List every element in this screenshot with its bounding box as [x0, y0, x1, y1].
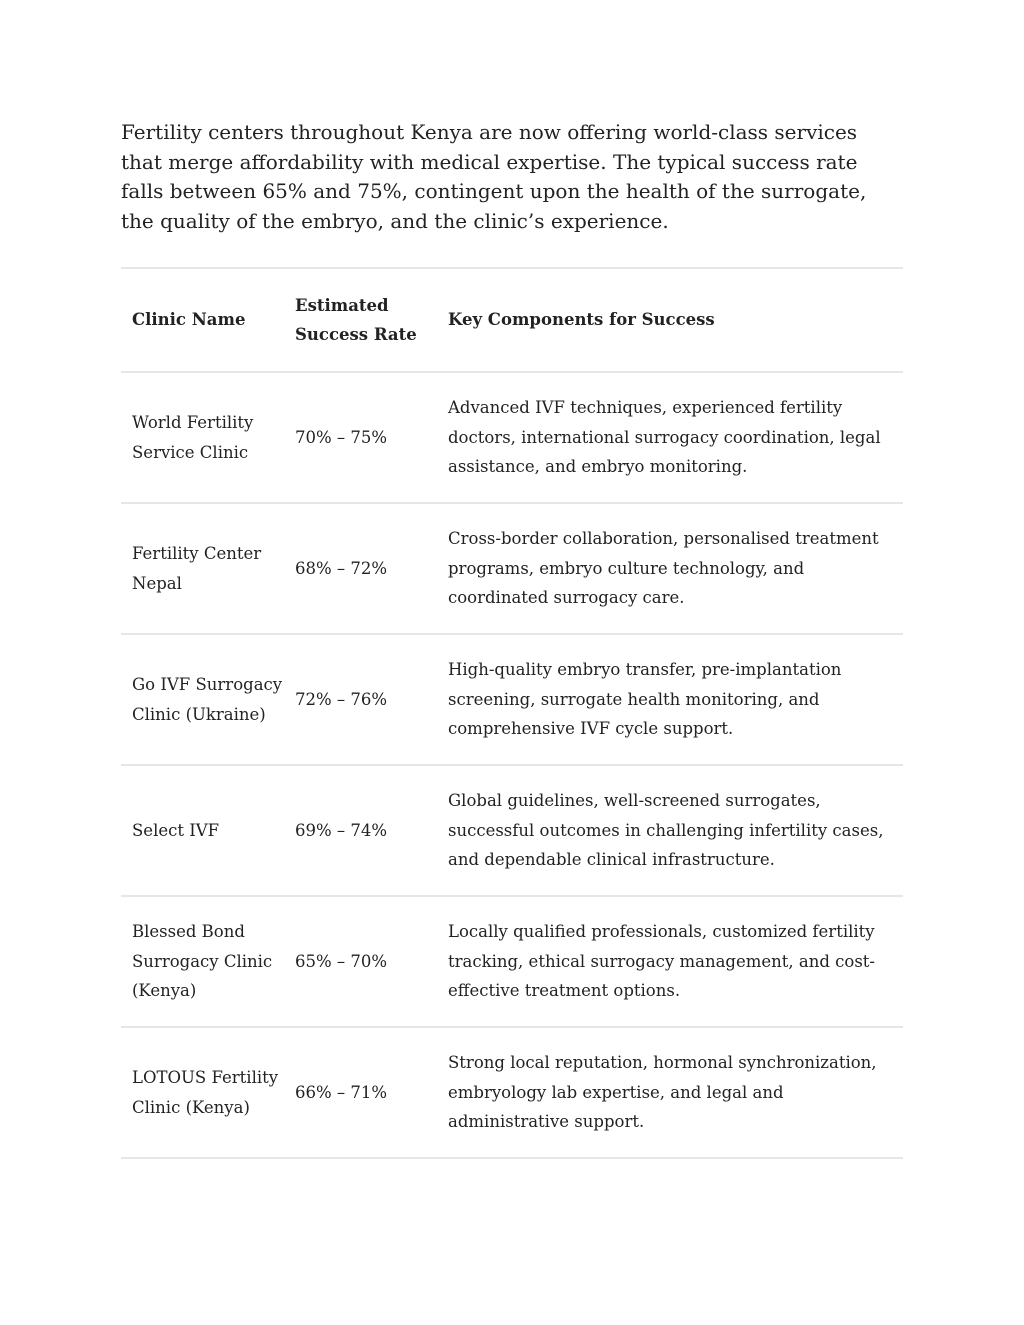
- table-row: [121, 635, 903, 766]
- document-page: [121, 118, 903, 1132]
- key-components-cell: Global guidelines, well-screened surrogates, successful outcomes in challenging infertility cases, and dependable clinical infrastructure.: [448, 791, 884, 870]
- intro-paragraph: Fertility centers throughout Kenya are now offering world-class services that merge affordability with medical expertise. The typical success rate falls between 65% and 75%, contingent upon the health of the surrogate, the quality of the embryo, and the clinic’s experience.: [121, 120, 867, 233]
- table-row: [121, 504, 903, 635]
- success-rate-cell: 66% – 71%: [295, 1082, 388, 1102]
- clinic-name-cell: Blessed Bond Surrogacy Clinic (Kenya): [132, 922, 273, 1001]
- key-components-cell: High-quality embryo transfer, pre-implantation screening, surrogate health monitoring, and comprehensive IVF cycle support.: [448, 660, 842, 739]
- clinic-name-cell: Fertility Center Nepal: [132, 544, 262, 593]
- table-row: [121, 766, 903, 897]
- key-components-cell: Locally qualified professionals, customized fertility tracking, ethical surrogacy management, and cost-effective treatment options.: [448, 922, 876, 1001]
- clinic-name-cell: Select IVF: [132, 820, 220, 840]
- clinic-comparison-table: [121, 267, 903, 1159]
- success-rate-cell: 72% – 76%: [295, 689, 388, 709]
- table-header-row: [121, 269, 903, 373]
- table-row: [121, 373, 903, 504]
- key-components-cell: Strong local reputation, hormonal synchronization, embryology lab expertise, and legal and administrative support.: [448, 1053, 877, 1132]
- table-row: [121, 1028, 903, 1159]
- success-rate-cell: 69% – 74%: [295, 820, 388, 840]
- key-components-cell: Cross-border collaboration, personalised treatment programs, embryo culture technology, and coordinated surrogacy care.: [448, 529, 879, 608]
- success-rate-cell: 70% – 75%: [295, 427, 388, 447]
- key-components-cell: Advanced IVF techniques, experienced fertility doctors, international surrogacy coordination, legal assistance, and embryo monitoring.: [448, 398, 881, 477]
- clinic-name-cell: World Fertility Service Clinic: [132, 413, 254, 462]
- header-success-rate: Estimated Success Rate: [295, 295, 417, 344]
- header-clinic-name: Clinic Name: [132, 310, 246, 330]
- clinic-name-cell: Go IVF Surrogacy Clinic (Ukraine): [132, 675, 283, 724]
- success-rate-cell: 68% – 72%: [295, 558, 388, 578]
- table-row: [121, 897, 903, 1028]
- success-rate-cell: 65% – 70%: [295, 951, 388, 971]
- clinic-name-cell: LOTOUS Fertility Clinic (Kenya): [132, 1068, 279, 1117]
- header-key-components: Key Components for Success: [448, 310, 715, 330]
